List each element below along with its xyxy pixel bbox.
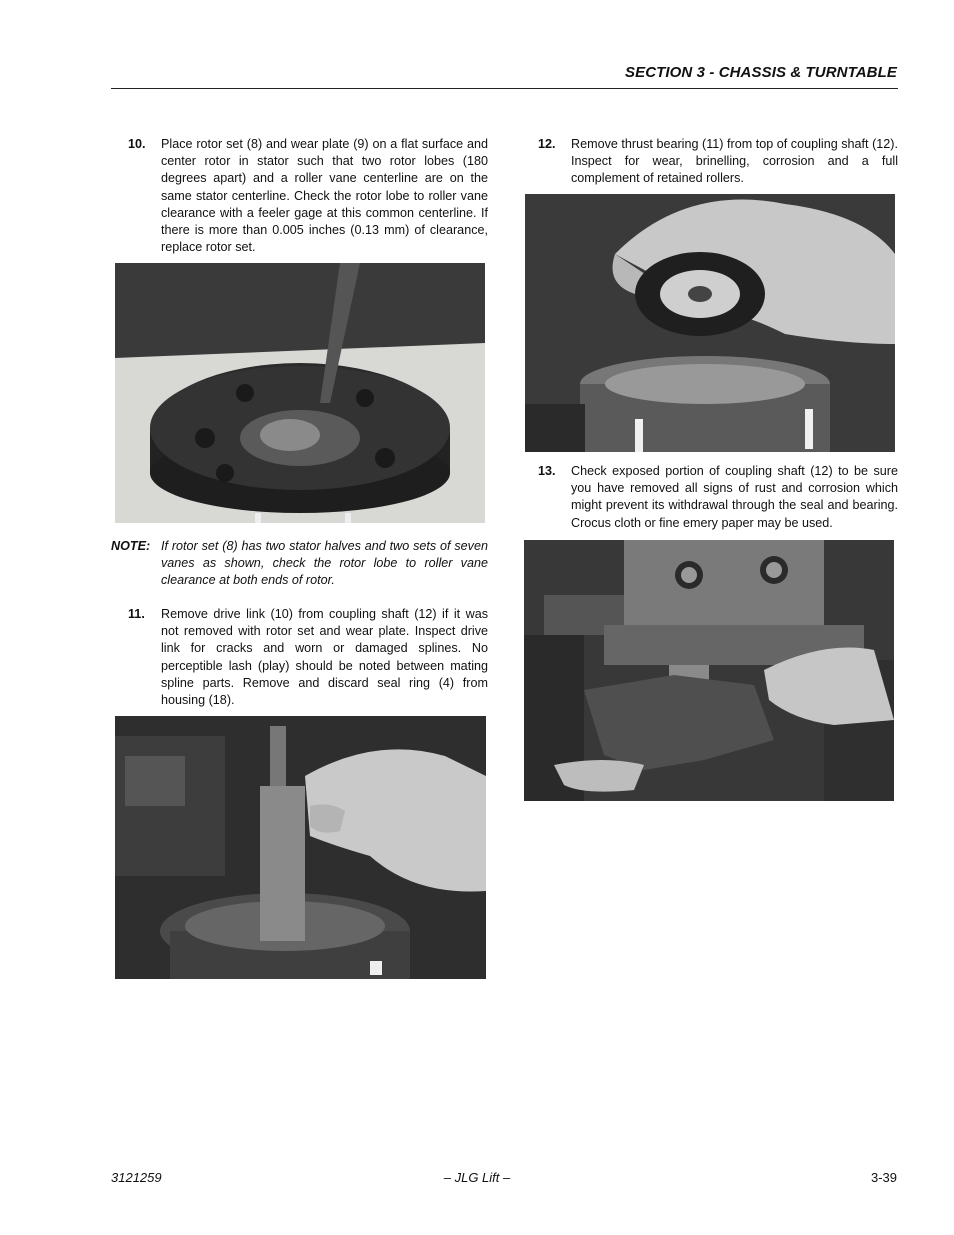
step-number: 13. xyxy=(538,464,556,478)
step-10 xyxy=(128,136,508,260)
step-11 xyxy=(128,606,508,710)
footer-page-number: 3-39 xyxy=(870,1170,897,1185)
step-text: Place rotor set (8) and wear plate (9) on a flat surface and center rotor in stator such that two rotor lobes (180 degrees apart) and a roller vane centerline are on the same stator centerline. Check the rotor lobe to roller vane clearance with a feeler gage at this common centerline. If there is more than 0.005 inches (0.13 mm) of clearance, replace rotor set. xyxy=(161,137,488,255)
rotor-set-illustration xyxy=(115,263,485,523)
drive-link-illustration xyxy=(115,716,486,979)
step-13 xyxy=(538,463,898,535)
note-label: NOTE: xyxy=(111,539,151,553)
header-rule xyxy=(111,88,898,89)
photo-coupling-shaft xyxy=(524,540,894,801)
photo-drive-link xyxy=(115,716,486,979)
footer-doc-number: 3121259 xyxy=(111,1170,162,1185)
thrust-bearing-illustration xyxy=(525,194,895,452)
footer-center-text: – JLG Lift – xyxy=(443,1170,511,1185)
step-12 xyxy=(538,136,898,190)
coupling-shaft-illustration xyxy=(524,540,894,801)
step-number: 12. xyxy=(538,137,556,151)
note-text: If rotor set (8) has two stator halves and two sets of seven vanes as shown, check the rotor lobe to roller vane clearance at both ends of rotor. xyxy=(161,539,488,588)
note xyxy=(111,538,491,598)
photo-rotor-set xyxy=(115,263,485,523)
step-text: Check exposed portion of coupling shaft (12) to be sure you have removed all signs of rust and corrosion which might prevent its withdrawal through the seal and bearing. Crocus cloth or fine emery paper may be used. xyxy=(571,464,898,530)
section-title: SECTION 3 - CHASSIS & TURNTABLE xyxy=(624,64,897,81)
step-number: 10. xyxy=(128,137,146,151)
step-number: 11. xyxy=(128,607,145,621)
step-text: Remove drive link (10) from coupling shaft (12) if it was not removed with rotor set and wear plate. Inspect drive link for cracks and worn or damaged splines. No perceptible lash (play) should be noted between mating spline parts. Remove and discard seal ring (4) from housing (18). xyxy=(161,607,488,708)
step-text: Remove thrust bearing (11) from top of coupling shaft (12). Inspect for wear, brinelling, corrosion and a full complement of retained rollers. xyxy=(571,137,898,186)
photo-thrust-bearing xyxy=(525,194,895,452)
